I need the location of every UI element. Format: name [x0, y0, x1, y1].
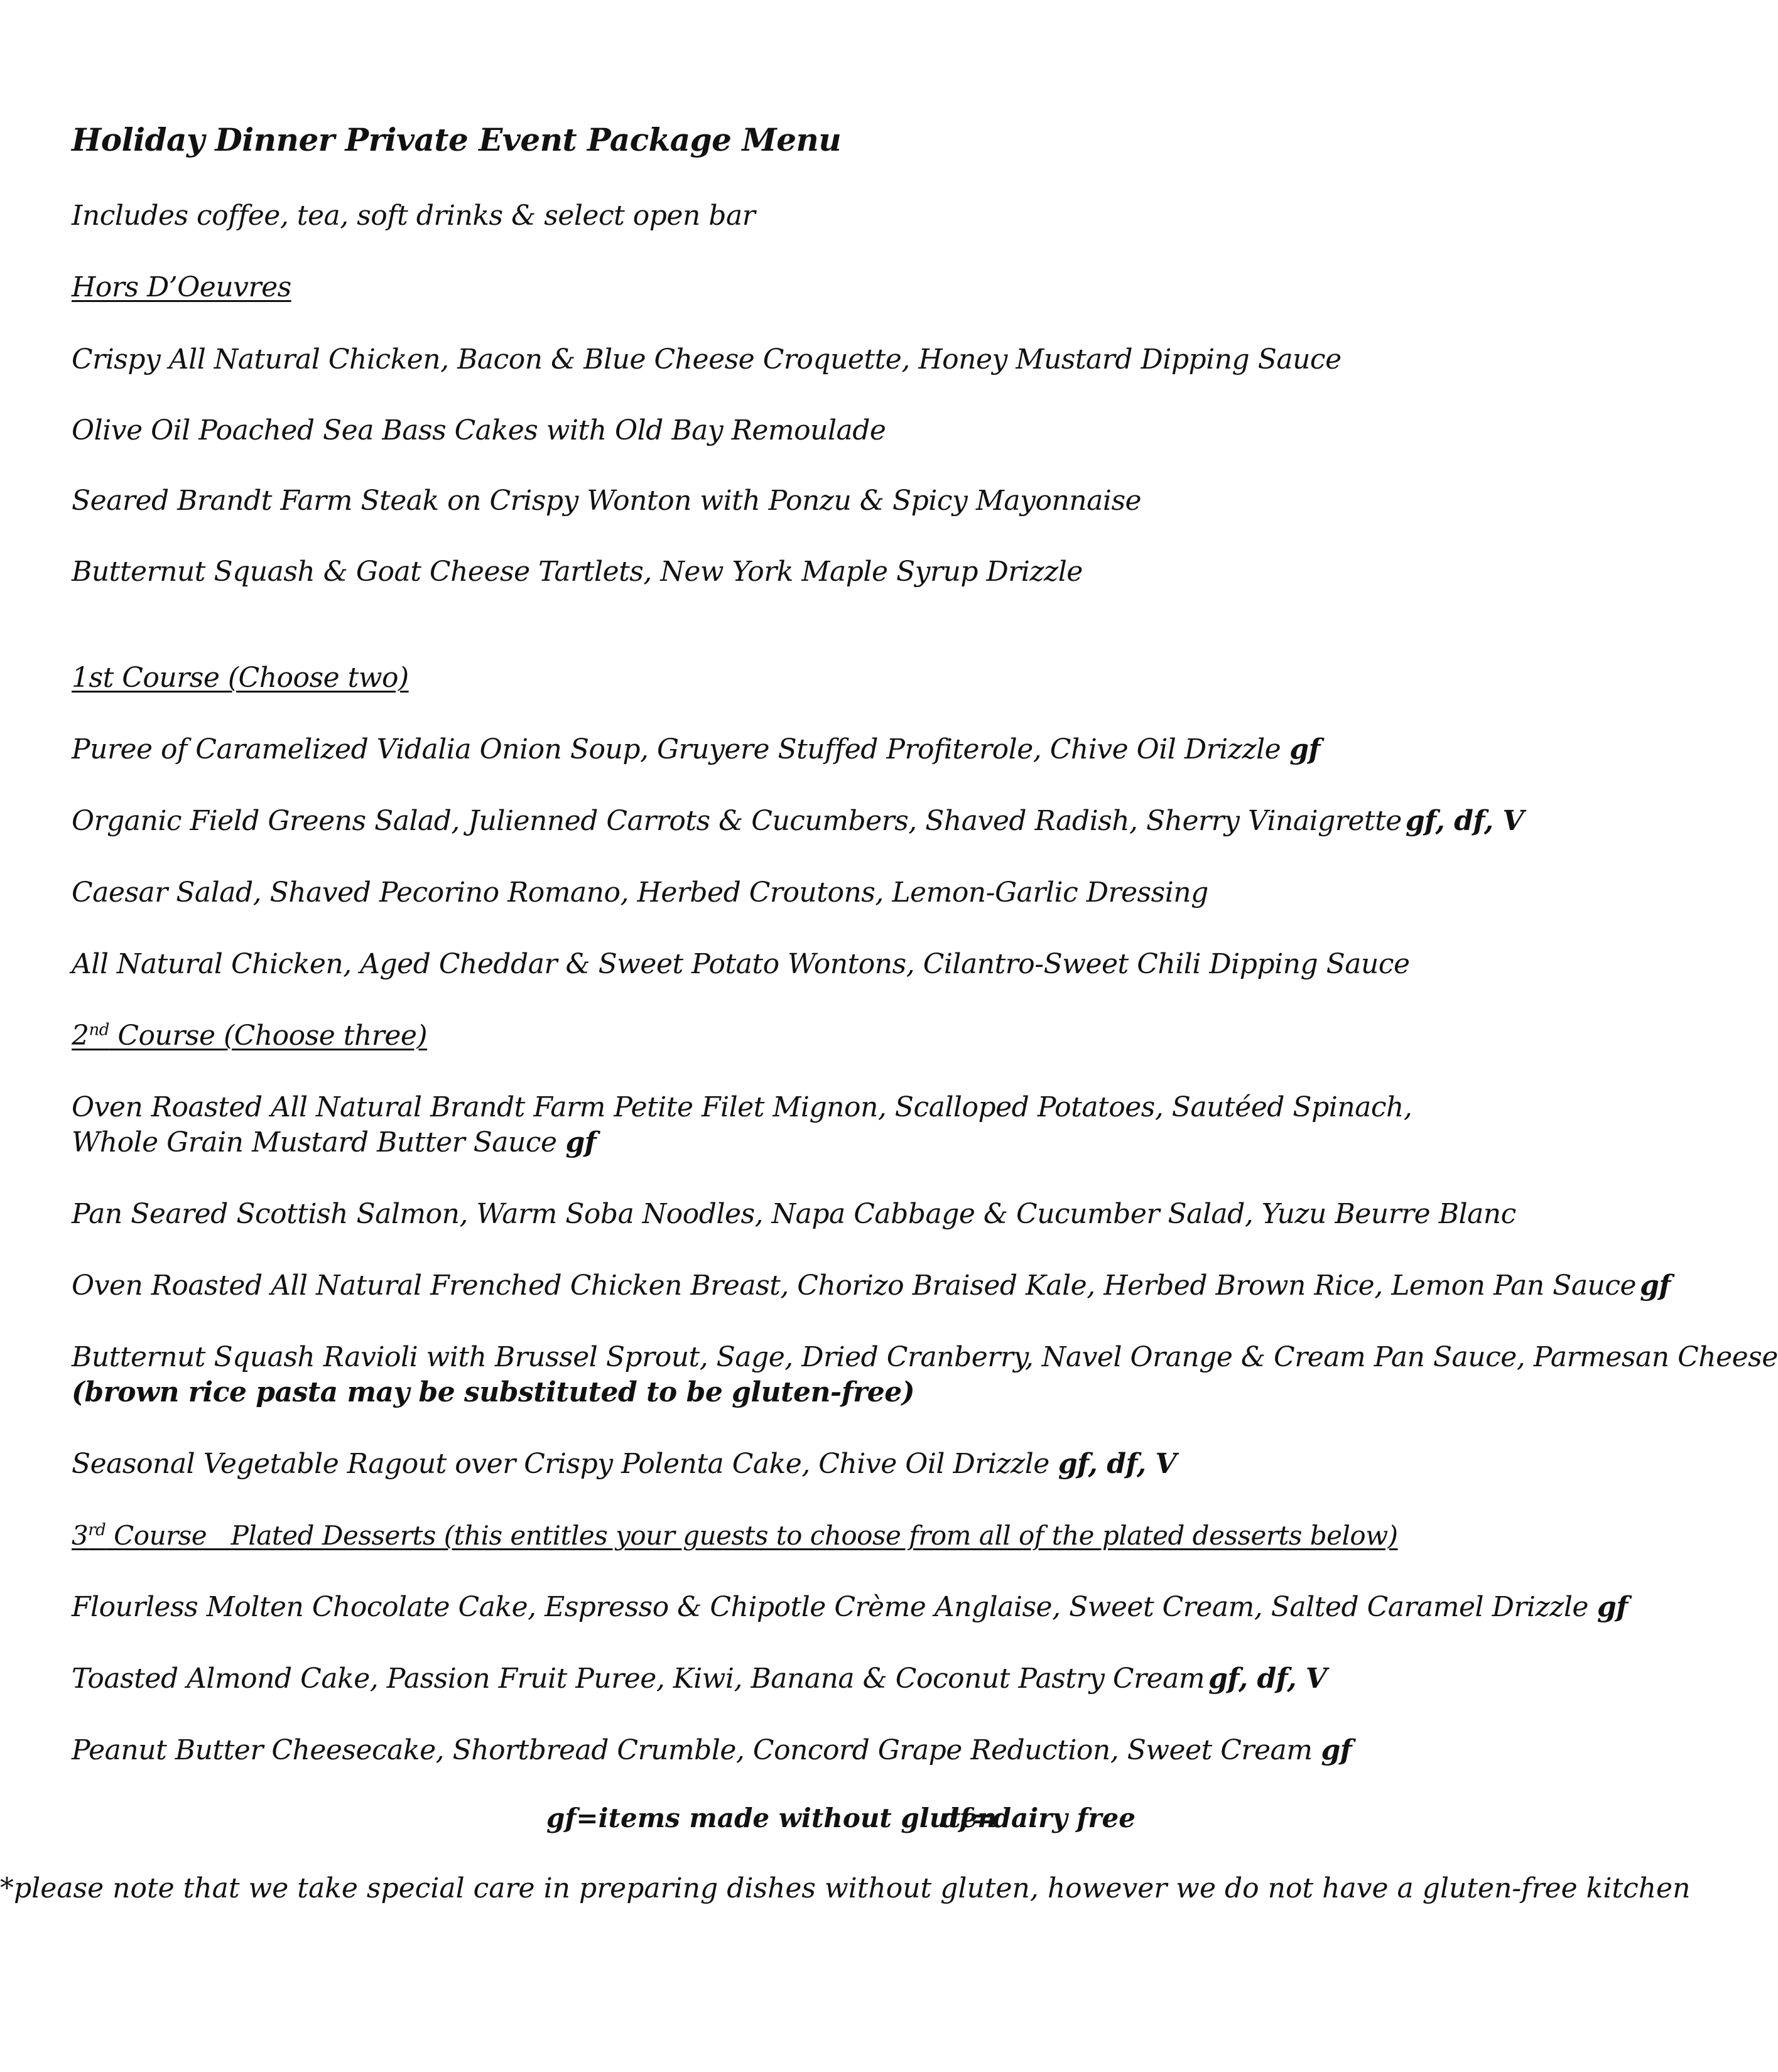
dish-description: Toasted Almond Cake, Passion Fruit Puree, Kiwi, Banana & Coconut Pastry Cream [72, 1663, 1205, 1695]
first-course-heading: 1st Course (Choose two) [72, 662, 409, 694]
dish-description: Whole Grain Mustard Butter Sauce [72, 1126, 557, 1158]
hors-doeuvres-heading: Hors D’Oeuvres [72, 271, 291, 303]
diet-tag: gf [1640, 1270, 1671, 1302]
second-course-heading [72, 1018, 427, 1054]
course2-item: Butternut Squash Ravioli with Brussel Sprout, Sage, Dried Cranberry, Navel Orange & Cream Pan Sauce, Parmesan Cheese [72, 1341, 1778, 1373]
diet-tag: gf, df, V [1208, 1663, 1327, 1695]
course2-item [72, 1197, 1516, 1232]
course1-item [72, 732, 1320, 767]
dish-description: Peanut Butter Cheesecake, Shortbread Crumble, Concord Grape Reduction, Sweet Cream [72, 1734, 1313, 1766]
hors-item: Butternut Squash & Goat Cheese Tartlets, New York Maple Syrup Drizzle [72, 556, 1083, 588]
substitution-note: (brown rice pasta may be substituted to be gluten-free) [72, 1376, 915, 1408]
heading-text: Course (Choose three) [109, 1020, 428, 1052]
course2-item [72, 1268, 1671, 1303]
course1-item [72, 804, 1524, 839]
dish-description: Organic Field Greens Salad, Julienned Carrots & Cucumbers, Shaved Radish, Sherry Vinaigrette [72, 805, 1402, 837]
course1-item [72, 947, 1410, 982]
course3-item [72, 1590, 1628, 1625]
course1-item [72, 875, 1208, 910]
heading-number: 3 [72, 1520, 89, 1551]
gluten-footnote: *please note that we take special care in preparing dishes without gluten, however we do not have a gluten-free kitchen [0, 1872, 1691, 1904]
course3-item [72, 1733, 1352, 1768]
diet-tag: gf, df, V [1405, 805, 1524, 837]
course2-item-continued [72, 1125, 596, 1160]
heading-number: 2 [72, 1020, 89, 1052]
legend-df: df=dairy free [941, 1803, 1136, 1833]
legend-gf: gf=items made without gluten [546, 1803, 997, 1833]
heading-ordinal: rd [88, 1521, 106, 1540]
course2-item [72, 1447, 1176, 1482]
dish-description: Puree of Caramelized Vidalia Onion Soup, Gruyere Stuffed Profiterole, Chive Oil Drizzle [72, 733, 1281, 765]
course3-item [72, 1661, 1327, 1697]
dish-description: All Natural Chicken, Aged Cheddar & Sweet Potato Wontons, Cilantro-Sweet Chili Dipping Sauce [72, 948, 1410, 980]
hors-item: Crispy All Natural Chicken, Bacon & Blue Cheese Croquette, Honey Mustard Dipping Sauce [72, 343, 1342, 375]
diet-tag: gf [1289, 733, 1320, 765]
heading-ordinal: nd [89, 1020, 109, 1040]
diet-tag: gf [1596, 1591, 1628, 1623]
hors-item: Seared Brandt Farm Steak on Crispy Wonton with Ponzu & Spicy Mayonnaise [72, 485, 1142, 517]
includes-note: Includes coffee, tea, soft drinks & select open bar [72, 200, 756, 232]
heading-text: Course Plated Desserts (this entitles your guests to choose from all of the plated desserts below) [106, 1520, 1398, 1551]
dish-description: Oven Roasted All Natural Frenched Chicken Breast, Chorizo Braised Kale, Herbed Brown Rice, Lemon Pan Sauce [72, 1270, 1637, 1302]
course2-item: Oven Roasted All Natural Brandt Farm Petite Filet Mignon, Scalloped Potatoes, Sautéed Spinach, [72, 1091, 1412, 1123]
page-title: Holiday Dinner Private Event Package Menu [72, 121, 842, 158]
diet-tag: gf [565, 1126, 597, 1158]
dish-description: Caesar Salad, Shaved Pecorino Romano, Herbed Croutons, Lemon-Garlic Dressing [72, 877, 1208, 909]
dish-description: Flourless Molten Chocolate Cake, Espresso & Chipotle Crème Anglaise, Sweet Cream, Salted Caramel Drizzle [72, 1591, 1588, 1623]
diet-tag: gf [1321, 1734, 1352, 1766]
dish-description: Pan Seared Scottish Salmon, Warm Soba Noodles, Napa Cabbage & Cucumber Salad, Yuzu Beurre Blanc [72, 1198, 1516, 1230]
dish-description: Seasonal Vegetable Ragout over Crispy Polenta Cake, Chive Oil Drizzle [72, 1448, 1049, 1480]
diet-tag: gf, df, V [1058, 1448, 1177, 1480]
hors-item: Olive Oil Poached Sea Bass Cakes with Old Bay Remoulade [72, 414, 886, 446]
third-course-heading [72, 1518, 1398, 1553]
